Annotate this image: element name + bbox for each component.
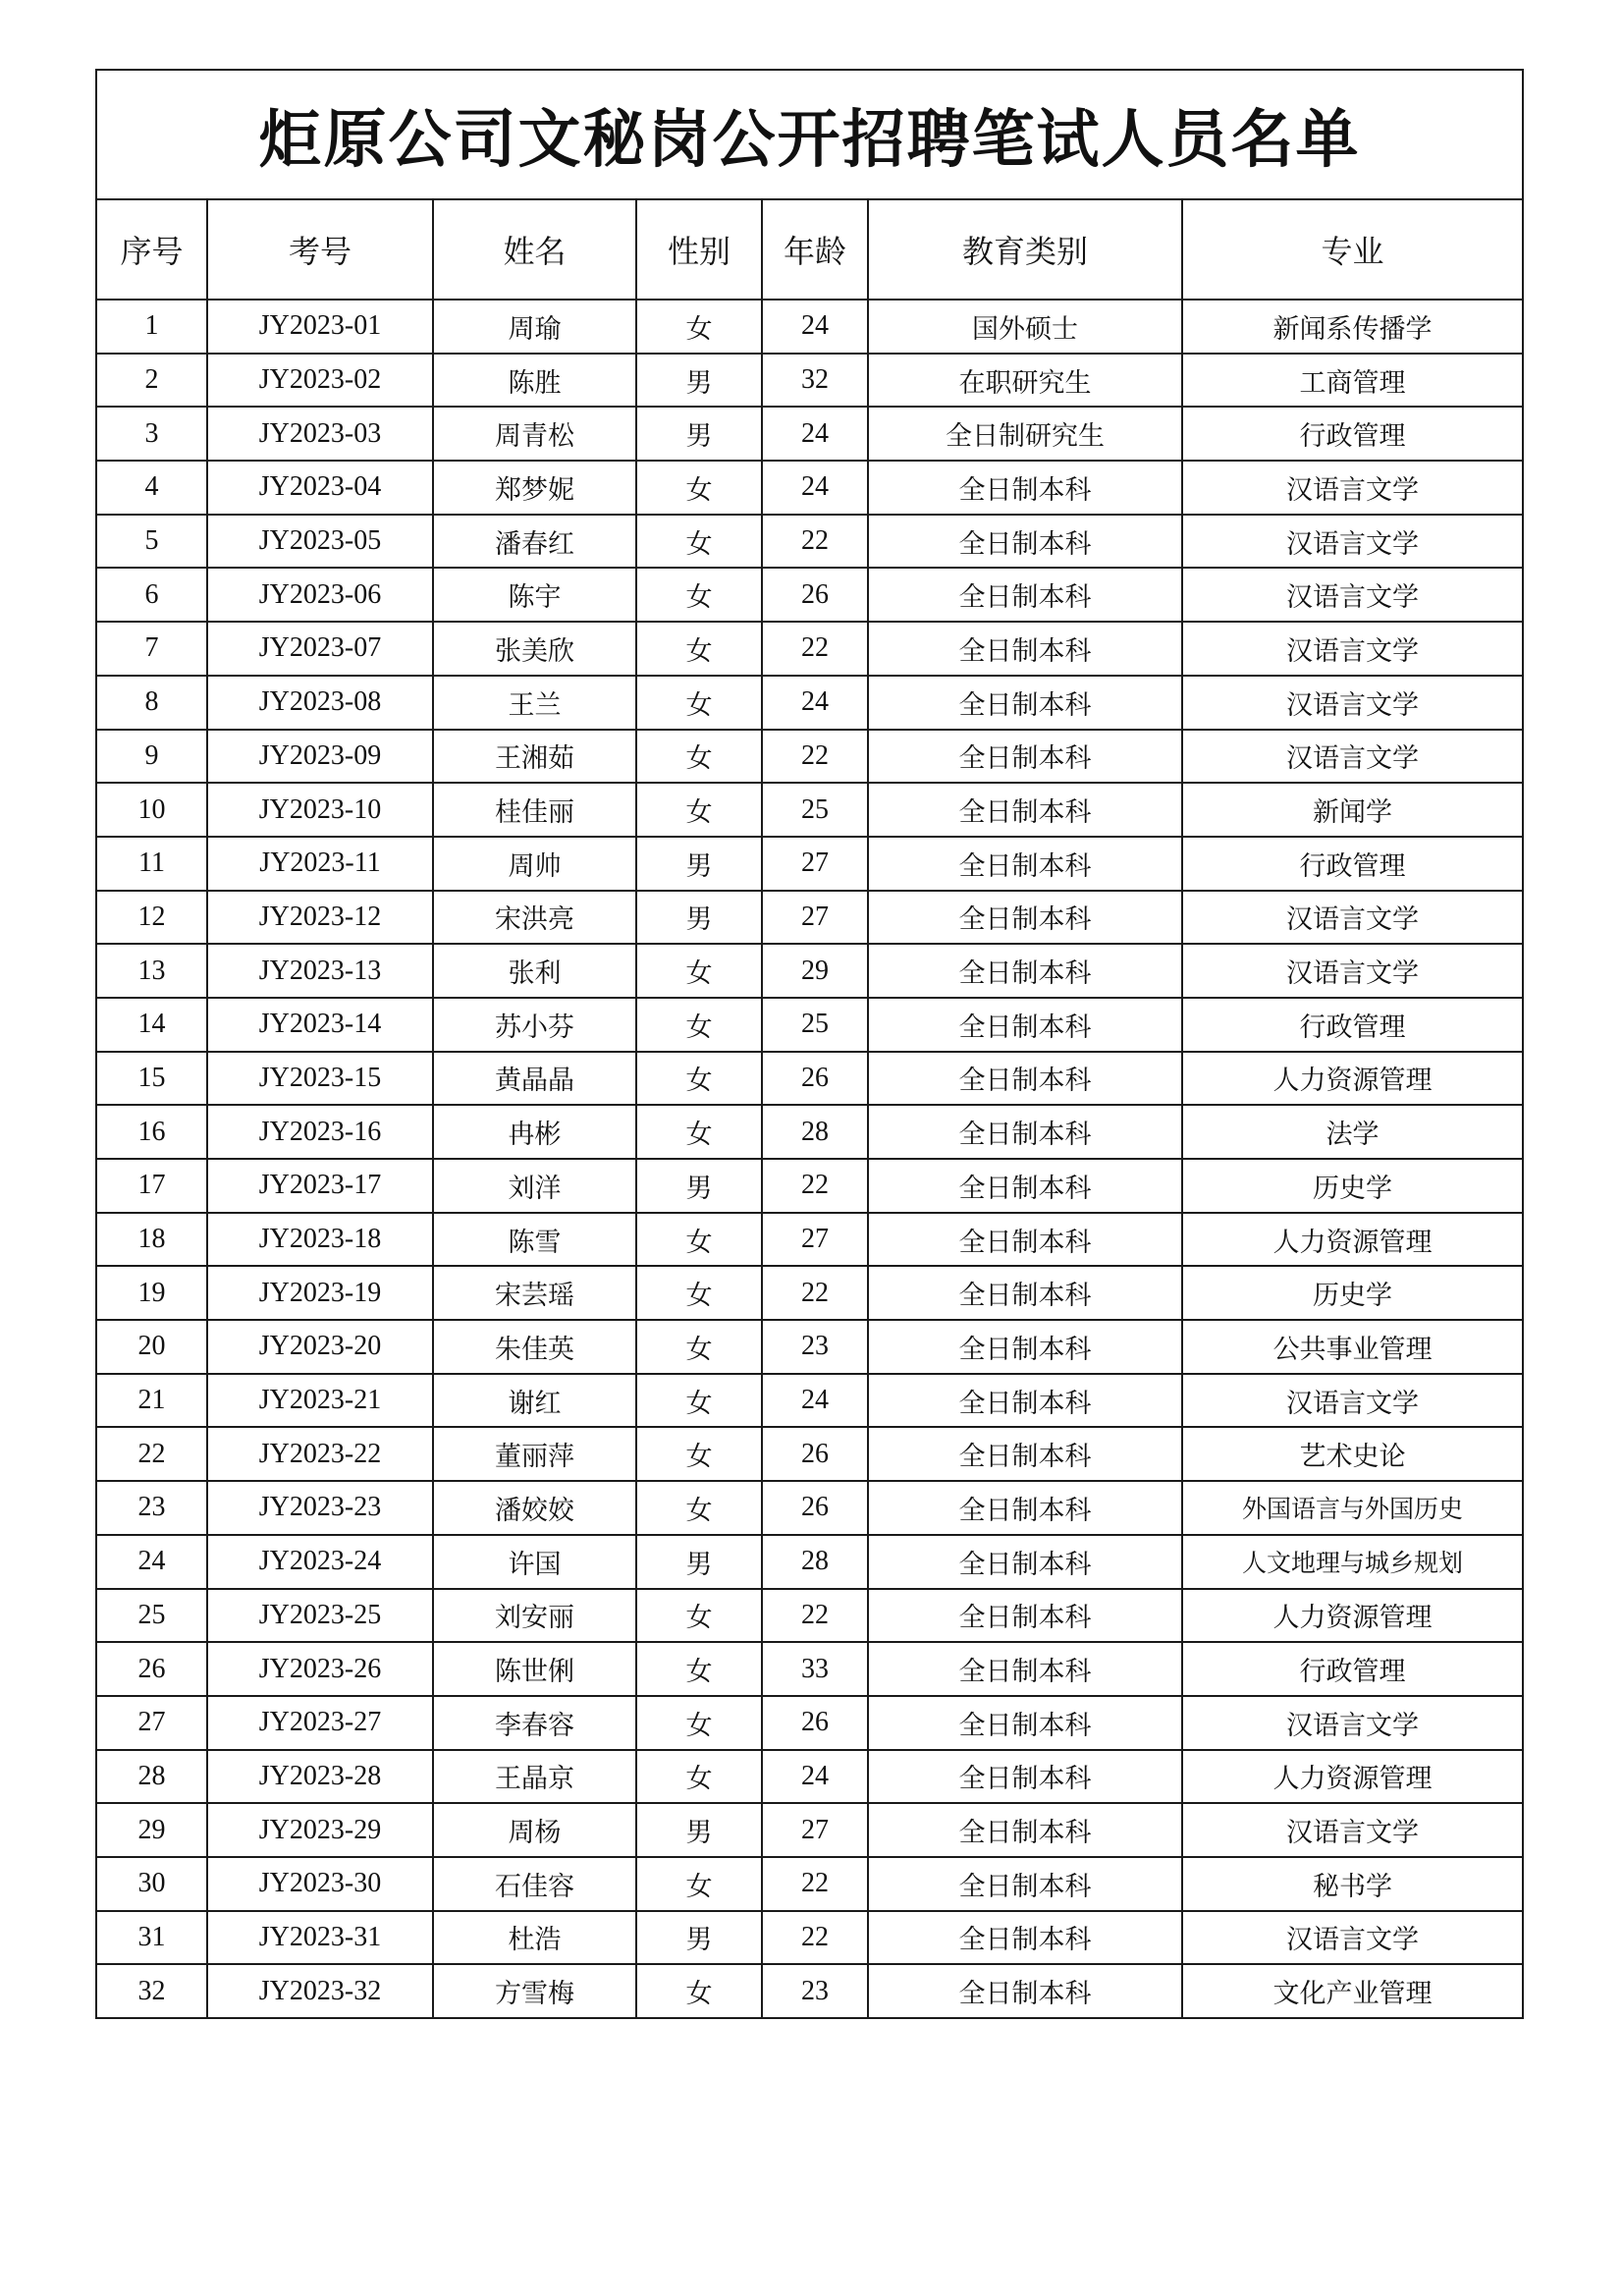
cell-name: 宋洪亮	[433, 891, 636, 945]
cell-age: 23	[762, 1320, 868, 1374]
cell-major: 汉语言文学	[1182, 461, 1523, 515]
cell-education: 全日制本科	[868, 568, 1182, 622]
cell-exam-id: JY2023-22	[207, 1427, 433, 1481]
cell-exam-id: JY2023-16	[207, 1105, 433, 1159]
cell-exam-id: JY2023-19	[207, 1266, 433, 1320]
cell-education: 全日制本科	[868, 837, 1182, 891]
cell-education: 全日制本科	[868, 783, 1182, 837]
cell-exam-id: JY2023-05	[207, 515, 433, 569]
cell-major: 汉语言文学	[1182, 622, 1523, 676]
cell-gender: 女	[636, 515, 762, 569]
cell-index: 32	[96, 1964, 207, 2018]
cell-education: 全日制本科	[868, 1052, 1182, 1106]
table-row	[96, 1159, 1523, 1213]
cell-index: 19	[96, 1266, 207, 1320]
table-row	[96, 676, 1523, 730]
table-row	[96, 944, 1523, 998]
cell-major: 汉语言文学	[1182, 1374, 1523, 1428]
cell-major: 历史学	[1182, 1266, 1523, 1320]
cell-education: 全日制本科	[868, 622, 1182, 676]
header-age: 年龄	[762, 199, 868, 300]
cell-major: 汉语言文学	[1182, 1696, 1523, 1750]
cell-name: 桂佳丽	[433, 783, 636, 837]
cell-name: 潘姣姣	[433, 1481, 636, 1535]
cell-major: 新闻学	[1182, 783, 1523, 837]
cell-gender: 男	[636, 1535, 762, 1589]
cell-education: 全日制本科	[868, 1589, 1182, 1643]
cell-age: 22	[762, 1911, 868, 1965]
table-row	[96, 1696, 1523, 1750]
cell-name: 郑梦妮	[433, 461, 636, 515]
cell-exam-id: JY2023-15	[207, 1052, 433, 1106]
cell-index: 6	[96, 568, 207, 622]
cell-name: 陈世俐	[433, 1642, 636, 1696]
cell-index: 20	[96, 1320, 207, 1374]
cell-major: 汉语言文学	[1182, 568, 1523, 622]
table-row	[96, 1427, 1523, 1481]
cell-name: 陈胜	[433, 354, 636, 408]
cell-gender: 女	[636, 944, 762, 998]
header-index: 序号	[96, 199, 207, 300]
cell-name: 苏小芬	[433, 998, 636, 1052]
cell-major: 历史学	[1182, 1159, 1523, 1213]
cell-major: 汉语言文学	[1182, 515, 1523, 569]
cell-age: 24	[762, 1374, 868, 1428]
cell-age: 23	[762, 1964, 868, 2018]
cell-index: 18	[96, 1213, 207, 1267]
cell-age: 24	[762, 300, 868, 354]
cell-gender: 男	[636, 1911, 762, 1965]
cell-major: 工商管理	[1182, 354, 1523, 408]
cell-education: 全日制本科	[868, 1857, 1182, 1911]
cell-education: 全日制本科	[868, 461, 1182, 515]
cell-name: 王兰	[433, 676, 636, 730]
cell-index: 21	[96, 1374, 207, 1428]
cell-major: 外国语言与外国历史	[1182, 1481, 1523, 1535]
cell-education: 全日制本科	[868, 1320, 1182, 1374]
cell-exam-id: JY2023-30	[207, 1857, 433, 1911]
cell-education: 全日制本科	[868, 944, 1182, 998]
cell-name: 宋芸瑶	[433, 1266, 636, 1320]
cell-age: 27	[762, 891, 868, 945]
table-row	[96, 730, 1523, 784]
cell-name: 王晶京	[433, 1750, 636, 1804]
table-row	[96, 1213, 1523, 1267]
cell-major: 行政管理	[1182, 407, 1523, 461]
cell-major: 行政管理	[1182, 837, 1523, 891]
cell-exam-id: JY2023-09	[207, 730, 433, 784]
cell-index: 7	[96, 622, 207, 676]
cell-gender: 女	[636, 1052, 762, 1106]
cell-exam-id: JY2023-06	[207, 568, 433, 622]
cell-exam-id: JY2023-02	[207, 354, 433, 408]
table-row	[96, 354, 1523, 408]
cell-exam-id: JY2023-26	[207, 1642, 433, 1696]
cell-exam-id: JY2023-14	[207, 998, 433, 1052]
cell-index: 31	[96, 1911, 207, 1965]
cell-age: 24	[762, 407, 868, 461]
table-row	[96, 622, 1523, 676]
cell-education: 全日制本科	[868, 1642, 1182, 1696]
cell-education: 全日制本科	[868, 998, 1182, 1052]
cell-gender: 女	[636, 622, 762, 676]
cell-major: 人力资源管理	[1182, 1589, 1523, 1643]
cell-exam-id: JY2023-18	[207, 1213, 433, 1267]
cell-index: 13	[96, 944, 207, 998]
cell-gender: 女	[636, 1320, 762, 1374]
cell-name: 董丽萍	[433, 1427, 636, 1481]
cell-index: 10	[96, 783, 207, 837]
cell-gender: 女	[636, 1964, 762, 2018]
cell-exam-id: JY2023-10	[207, 783, 433, 837]
cell-name: 周瑜	[433, 300, 636, 354]
cell-index: 22	[96, 1427, 207, 1481]
table-row	[96, 300, 1523, 354]
roster-sheet	[95, 69, 1522, 2019]
cell-education: 全日制本科	[868, 1696, 1182, 1750]
cell-major: 汉语言文学	[1182, 891, 1523, 945]
cell-age: 25	[762, 998, 868, 1052]
cell-age: 29	[762, 944, 868, 998]
table-row	[96, 1750, 1523, 1804]
table-row	[96, 1374, 1523, 1428]
cell-gender: 男	[636, 407, 762, 461]
cell-index: 30	[96, 1857, 207, 1911]
cell-major: 秘书学	[1182, 1857, 1523, 1911]
cell-major: 汉语言文学	[1182, 676, 1523, 730]
table-row	[96, 1911, 1523, 1965]
cell-education: 全日制本科	[868, 891, 1182, 945]
cell-gender: 女	[636, 1481, 762, 1535]
cell-gender: 女	[636, 1105, 762, 1159]
cell-gender: 女	[636, 998, 762, 1052]
cell-index: 14	[96, 998, 207, 1052]
cell-gender: 女	[636, 1642, 762, 1696]
cell-name: 黄晶晶	[433, 1052, 636, 1106]
cell-exam-id: JY2023-23	[207, 1481, 433, 1535]
cell-age: 27	[762, 1803, 868, 1857]
document-title: 炬原公司文秘岗公开招聘笔试人员名单	[96, 70, 1523, 199]
cell-name: 张利	[433, 944, 636, 998]
cell-name: 潘春红	[433, 515, 636, 569]
cell-name: 刘安丽	[433, 1589, 636, 1643]
table-row	[96, 1320, 1523, 1374]
table-row	[96, 407, 1523, 461]
cell-exam-id: JY2023-25	[207, 1589, 433, 1643]
cell-major: 艺术史论	[1182, 1427, 1523, 1481]
cell-exam-id: JY2023-29	[207, 1803, 433, 1857]
cell-education: 全日制本科	[868, 1911, 1182, 1965]
cell-age: 26	[762, 1427, 868, 1481]
cell-major: 汉语言文学	[1182, 1803, 1523, 1857]
cell-major: 公共事业管理	[1182, 1320, 1523, 1374]
table-row	[96, 1964, 1523, 2018]
cell-age: 22	[762, 1857, 868, 1911]
table-row	[96, 1105, 1523, 1159]
cell-index: 8	[96, 676, 207, 730]
cell-name: 周杨	[433, 1803, 636, 1857]
cell-education: 全日制本科	[868, 1213, 1182, 1267]
cell-gender: 女	[636, 1213, 762, 1267]
cell-education: 全日制本科	[868, 1427, 1182, 1481]
cell-name: 杜浩	[433, 1911, 636, 1965]
cell-index: 29	[96, 1803, 207, 1857]
cell-exam-id: JY2023-07	[207, 622, 433, 676]
cell-major: 文化产业管理	[1182, 1964, 1523, 2018]
cell-index: 26	[96, 1642, 207, 1696]
cell-age: 22	[762, 1266, 868, 1320]
cell-education: 全日制本科	[868, 1266, 1182, 1320]
cell-index: 5	[96, 515, 207, 569]
cell-exam-id: JY2023-04	[207, 461, 433, 515]
cell-index: 23	[96, 1481, 207, 1535]
cell-education: 全日制本科	[868, 1159, 1182, 1213]
cell-education: 全日制本科	[868, 676, 1182, 730]
cell-name: 谢红	[433, 1374, 636, 1428]
cell-index: 3	[96, 407, 207, 461]
cell-gender: 男	[636, 891, 762, 945]
cell-gender: 女	[636, 1266, 762, 1320]
cell-gender: 女	[636, 730, 762, 784]
cell-name: 周帅	[433, 837, 636, 891]
cell-exam-id: JY2023-08	[207, 676, 433, 730]
cell-index: 1	[96, 300, 207, 354]
table-row	[96, 1266, 1523, 1320]
cell-gender: 女	[636, 461, 762, 515]
cell-age: 22	[762, 515, 868, 569]
cell-name: 冉彬	[433, 1105, 636, 1159]
cell-exam-id: JY2023-17	[207, 1159, 433, 1213]
cell-gender: 女	[636, 568, 762, 622]
cell-gender: 女	[636, 1374, 762, 1428]
cell-age: 32	[762, 354, 868, 408]
cell-age: 26	[762, 1481, 868, 1535]
header-education: 教育类别	[868, 199, 1182, 300]
table-row	[96, 1642, 1523, 1696]
cell-age: 27	[762, 1213, 868, 1267]
cell-name: 陈雪	[433, 1213, 636, 1267]
cell-name: 周青松	[433, 407, 636, 461]
cell-major: 人力资源管理	[1182, 1052, 1523, 1106]
table-row	[96, 1589, 1523, 1643]
cell-age: 24	[762, 461, 868, 515]
cell-gender: 女	[636, 1427, 762, 1481]
cell-index: 17	[96, 1159, 207, 1213]
cell-age: 28	[762, 1105, 868, 1159]
cell-major: 行政管理	[1182, 1642, 1523, 1696]
cell-exam-id: JY2023-03	[207, 407, 433, 461]
cell-education: 全日制本科	[868, 1481, 1182, 1535]
cell-exam-id: JY2023-12	[207, 891, 433, 945]
cell-gender: 男	[636, 354, 762, 408]
header-row	[96, 199, 1523, 300]
cell-gender: 女	[636, 1589, 762, 1643]
cell-index: 12	[96, 891, 207, 945]
cell-name: 王湘茹	[433, 730, 636, 784]
cell-age: 22	[762, 622, 868, 676]
table-row	[96, 1857, 1523, 1911]
cell-exam-id: JY2023-11	[207, 837, 433, 891]
cell-age: 24	[762, 1750, 868, 1804]
cell-name: 朱佳英	[433, 1320, 636, 1374]
cell-name: 石佳容	[433, 1857, 636, 1911]
cell-index: 4	[96, 461, 207, 515]
cell-age: 28	[762, 1535, 868, 1589]
cell-major: 新闻系传播学	[1182, 300, 1523, 354]
cell-age: 24	[762, 676, 868, 730]
cell-index: 24	[96, 1535, 207, 1589]
cell-major: 汉语言文学	[1182, 1911, 1523, 1965]
cell-education: 全日制研究生	[868, 407, 1182, 461]
cell-education: 全日制本科	[868, 730, 1182, 784]
cell-major: 人文地理与城乡规划	[1182, 1535, 1523, 1589]
cell-name: 李春容	[433, 1696, 636, 1750]
cell-education: 全日制本科	[868, 1964, 1182, 2018]
cell-gender: 女	[636, 676, 762, 730]
roster-table	[95, 69, 1524, 2019]
cell-major: 人力资源管理	[1182, 1750, 1523, 1804]
table-row	[96, 515, 1523, 569]
cell-index: 27	[96, 1696, 207, 1750]
cell-education: 全日制本科	[868, 1374, 1182, 1428]
cell-gender: 男	[636, 1159, 762, 1213]
cell-gender: 男	[636, 837, 762, 891]
cell-age: 27	[762, 837, 868, 891]
cell-education: 全日制本科	[868, 1750, 1182, 1804]
cell-education: 全日制本科	[868, 1803, 1182, 1857]
cell-name: 方雪梅	[433, 1964, 636, 2018]
cell-gender: 女	[636, 1857, 762, 1911]
table-row	[96, 1481, 1523, 1535]
table-row	[96, 461, 1523, 515]
cell-major: 行政管理	[1182, 998, 1523, 1052]
cell-gender: 男	[636, 1803, 762, 1857]
cell-exam-id: JY2023-20	[207, 1320, 433, 1374]
table-row	[96, 891, 1523, 945]
cell-major: 汉语言文学	[1182, 730, 1523, 784]
cell-education: 国外硕士	[868, 300, 1182, 354]
table-row	[96, 1535, 1523, 1589]
cell-name: 陈宇	[433, 568, 636, 622]
cell-age: 26	[762, 568, 868, 622]
cell-index: 25	[96, 1589, 207, 1643]
cell-exam-id: JY2023-31	[207, 1911, 433, 1965]
cell-exam-id: JY2023-24	[207, 1535, 433, 1589]
header-name: 姓名	[433, 199, 636, 300]
cell-index: 11	[96, 837, 207, 891]
table-row	[96, 783, 1523, 837]
cell-exam-id: JY2023-27	[207, 1696, 433, 1750]
cell-gender: 女	[636, 300, 762, 354]
cell-education: 全日制本科	[868, 1105, 1182, 1159]
table-row	[96, 568, 1523, 622]
table-row	[96, 1803, 1523, 1857]
table-row	[96, 1052, 1523, 1106]
table-row	[96, 998, 1523, 1052]
cell-exam-id: JY2023-32	[207, 1964, 433, 2018]
cell-index: 2	[96, 354, 207, 408]
cell-name: 刘洋	[433, 1159, 636, 1213]
cell-gender: 女	[636, 1750, 762, 1804]
header-exam-id: 考号	[207, 199, 433, 300]
cell-exam-id: JY2023-28	[207, 1750, 433, 1804]
cell-gender: 女	[636, 1696, 762, 1750]
cell-gender: 女	[636, 783, 762, 837]
cell-exam-id: JY2023-13	[207, 944, 433, 998]
roster-body	[96, 300, 1523, 2018]
cell-index: 9	[96, 730, 207, 784]
cell-major: 人力资源管理	[1182, 1213, 1523, 1267]
cell-age: 22	[762, 1159, 868, 1213]
cell-name: 许国	[433, 1535, 636, 1589]
cell-age: 26	[762, 1696, 868, 1750]
cell-education: 全日制本科	[868, 515, 1182, 569]
cell-major: 法学	[1182, 1105, 1523, 1159]
cell-index: 16	[96, 1105, 207, 1159]
cell-education: 在职研究生	[868, 354, 1182, 408]
cell-age: 26	[762, 1052, 868, 1106]
cell-index: 15	[96, 1052, 207, 1106]
cell-age: 25	[762, 783, 868, 837]
cell-name: 张美欣	[433, 622, 636, 676]
cell-age: 33	[762, 1642, 868, 1696]
cell-education: 全日制本科	[868, 1535, 1182, 1589]
header-gender: 性别	[636, 199, 762, 300]
cell-major: 汉语言文学	[1182, 944, 1523, 998]
header-major: 专业	[1182, 199, 1523, 300]
cell-age: 22	[762, 730, 868, 784]
cell-index: 28	[96, 1750, 207, 1804]
cell-exam-id: JY2023-21	[207, 1374, 433, 1428]
table-row	[96, 837, 1523, 891]
cell-age: 22	[762, 1589, 868, 1643]
cell-exam-id: JY2023-01	[207, 300, 433, 354]
